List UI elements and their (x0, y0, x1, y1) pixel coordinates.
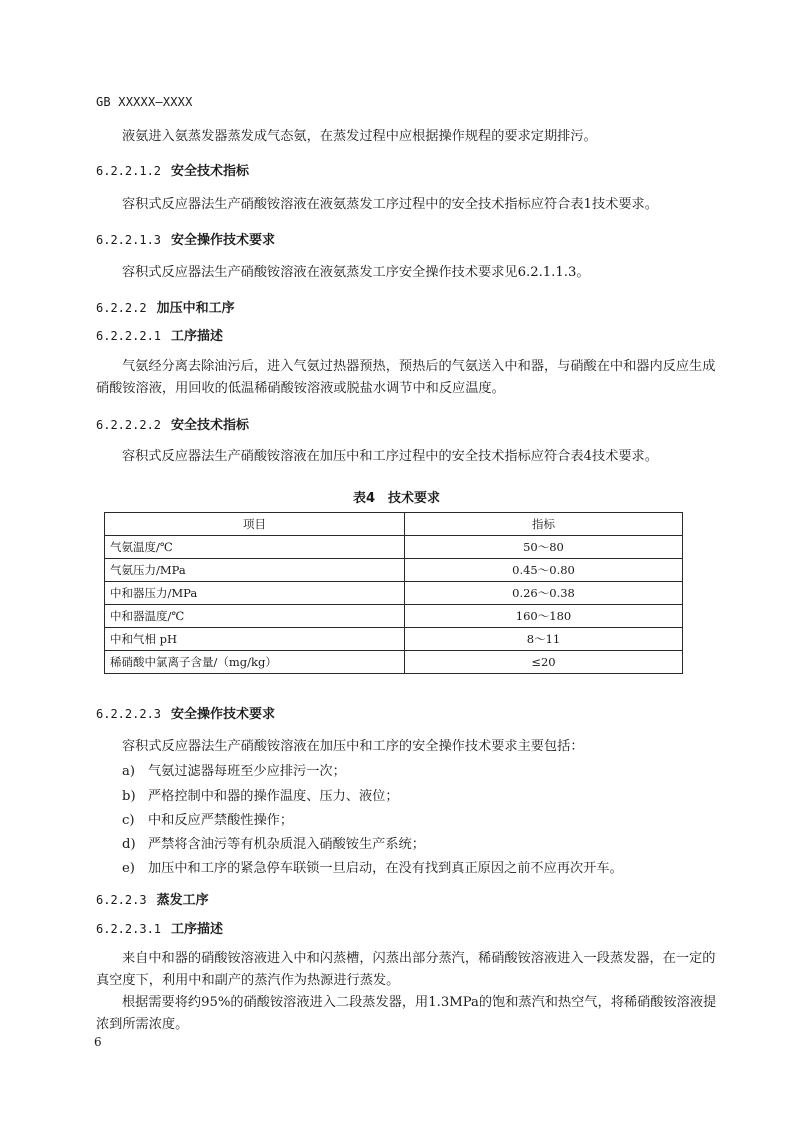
section-number: 6.2.2.2.3 (96, 707, 162, 721)
section-title: 安全技术指标 (171, 418, 250, 433)
list-marker: b) (122, 789, 136, 804)
section-number: 6.2.2.3.1 (96, 922, 162, 936)
list-item (122, 833, 425, 852)
list-text: 加压中和工序的紧急停车联锁一旦启动，在没有找到真正原因之前不应再次开车。 (148, 861, 623, 876)
table-row (105, 628, 683, 651)
section-title: 工序描述 (171, 329, 224, 344)
table-cell-item: 气氨压力/MPa (105, 559, 405, 582)
table-cell-value: 0.45～0.80 (405, 559, 683, 582)
table-cell-item: 气氨温度/℃ (105, 536, 405, 559)
table-cell-value: 0.26～0.38 (405, 582, 683, 605)
table-header-row (105, 513, 683, 536)
paragraph: 根据需要将约95%的硝酸铵溶液进入二段蒸发器，用1.3MPa的饱和蒸汽和热空气，将稀硝酸铵溶液提浓到所需浓度。 (96, 995, 717, 1032)
section-heading (96, 325, 223, 344)
table-cell-value: ≤20 (405, 651, 683, 674)
paragraph: 容积式反应器法生产硝酸铵溶液在液氨蒸发工序安全操作技术要求见6.2.1.1.3。 (122, 265, 590, 280)
section-heading (96, 414, 249, 433)
table-cell-item: 中和器温度/℃ (105, 605, 405, 628)
section-number: 6.2.2.2 (96, 301, 147, 315)
paragraph: 气氨经分离去除油污后，进入气氨过热器预热，预热后的气氨送入中和器，与硝酸在中和器内反应生成硝酸铵溶液，用回收的低温稀硝酸铵溶液或脱盐水调节中和反应温度。 (96, 359, 716, 396)
section-title: 蒸发工序 (156, 893, 209, 908)
table-cell-item: 中和气相 pH (105, 628, 405, 651)
paragraph: 容积式反应器法生产硝酸铵溶液在加压中和工序的安全操作技术要求主要包括： (122, 739, 584, 754)
list-text: 严禁将含油污等有机杂质混入硝酸铵生产系统； (148, 837, 425, 852)
page-number: 6 (94, 1035, 102, 1049)
list-item (122, 857, 623, 876)
section-title: 安全操作技术要求 (171, 707, 276, 722)
paragraph: 来自中和器的硝酸铵溶液进入中和闪蒸槽，闪蒸出部分蒸汽，稀硝酸铵溶液进入一段蒸发器，在一定的真空度下，利用中和副产的蒸汽作为热源进行蒸发。 (96, 951, 716, 988)
paragraph: 容积式反应器法生产硝酸铵溶液在加压中和工序过程中的安全技术指标应符合表4技术要求。 (122, 449, 658, 464)
table-cell-value: 50～80 (405, 536, 683, 559)
section-title: 加压中和工序 (156, 301, 235, 316)
list-item (122, 809, 293, 828)
list-item (122, 785, 399, 804)
section-number: 6.2.2.3 (96, 893, 147, 907)
list-text: 严格控制中和器的操作温度、压力、液位； (148, 789, 399, 804)
standard-code-header: GB XXXXX—XXXX (96, 95, 193, 109)
section-title: 安全操作技术要求 (171, 233, 276, 248)
table-row (105, 536, 683, 559)
table-header-cell: 项目 (105, 513, 405, 536)
list-marker: e) (122, 861, 135, 876)
list-marker: c) (122, 813, 135, 828)
section-heading (96, 703, 275, 722)
list-text: 中和反应严禁酸性操作； (148, 813, 294, 828)
section-number: 6.2.2.2.2 (96, 418, 162, 432)
table-caption: 表4 技术要求 (352, 491, 441, 506)
section-heading (96, 918, 223, 937)
section-heading (96, 160, 249, 179)
table-cell-value: 8～11 (405, 628, 683, 651)
list-marker: a) (122, 764, 136, 779)
table-cell-item: 中和器压力/MPa (105, 582, 405, 605)
list-text: 气氨过滤器每班至少应排污一次； (148, 764, 346, 779)
table-row (105, 605, 683, 628)
paragraph: 容积式反应器法生产硝酸铵溶液在液氨蒸发工序过程中的安全技术指标应符合表1技术要求。 (122, 197, 658, 212)
section-number: 6.2.2.2.1 (96, 329, 162, 343)
table-row (105, 559, 683, 582)
section-heading (96, 889, 209, 908)
section-title: 安全技术指标 (171, 164, 250, 179)
list-item (122, 760, 346, 779)
table-cell-value: 160～180 (405, 605, 683, 628)
section-title: 工序描述 (171, 922, 224, 937)
table-header-cell: 指标 (405, 513, 683, 536)
section-number: 6.2.2.1.3 (96, 233, 162, 247)
list-marker: d) (122, 837, 136, 852)
table-cell-item: 稀硝酸中氯离子含量/（mg/kg） (105, 651, 405, 674)
section-number: 6.2.2.1.2 (96, 164, 162, 178)
requirements-table (104, 512, 683, 674)
table-row (105, 651, 683, 674)
paragraph: 液氨进入氨蒸发器蒸发成气态氨，在蒸发过程中应根据操作规程的要求定期排污。 (122, 129, 597, 144)
section-heading (96, 229, 275, 248)
table-row (105, 582, 683, 605)
section-heading (96, 297, 235, 316)
